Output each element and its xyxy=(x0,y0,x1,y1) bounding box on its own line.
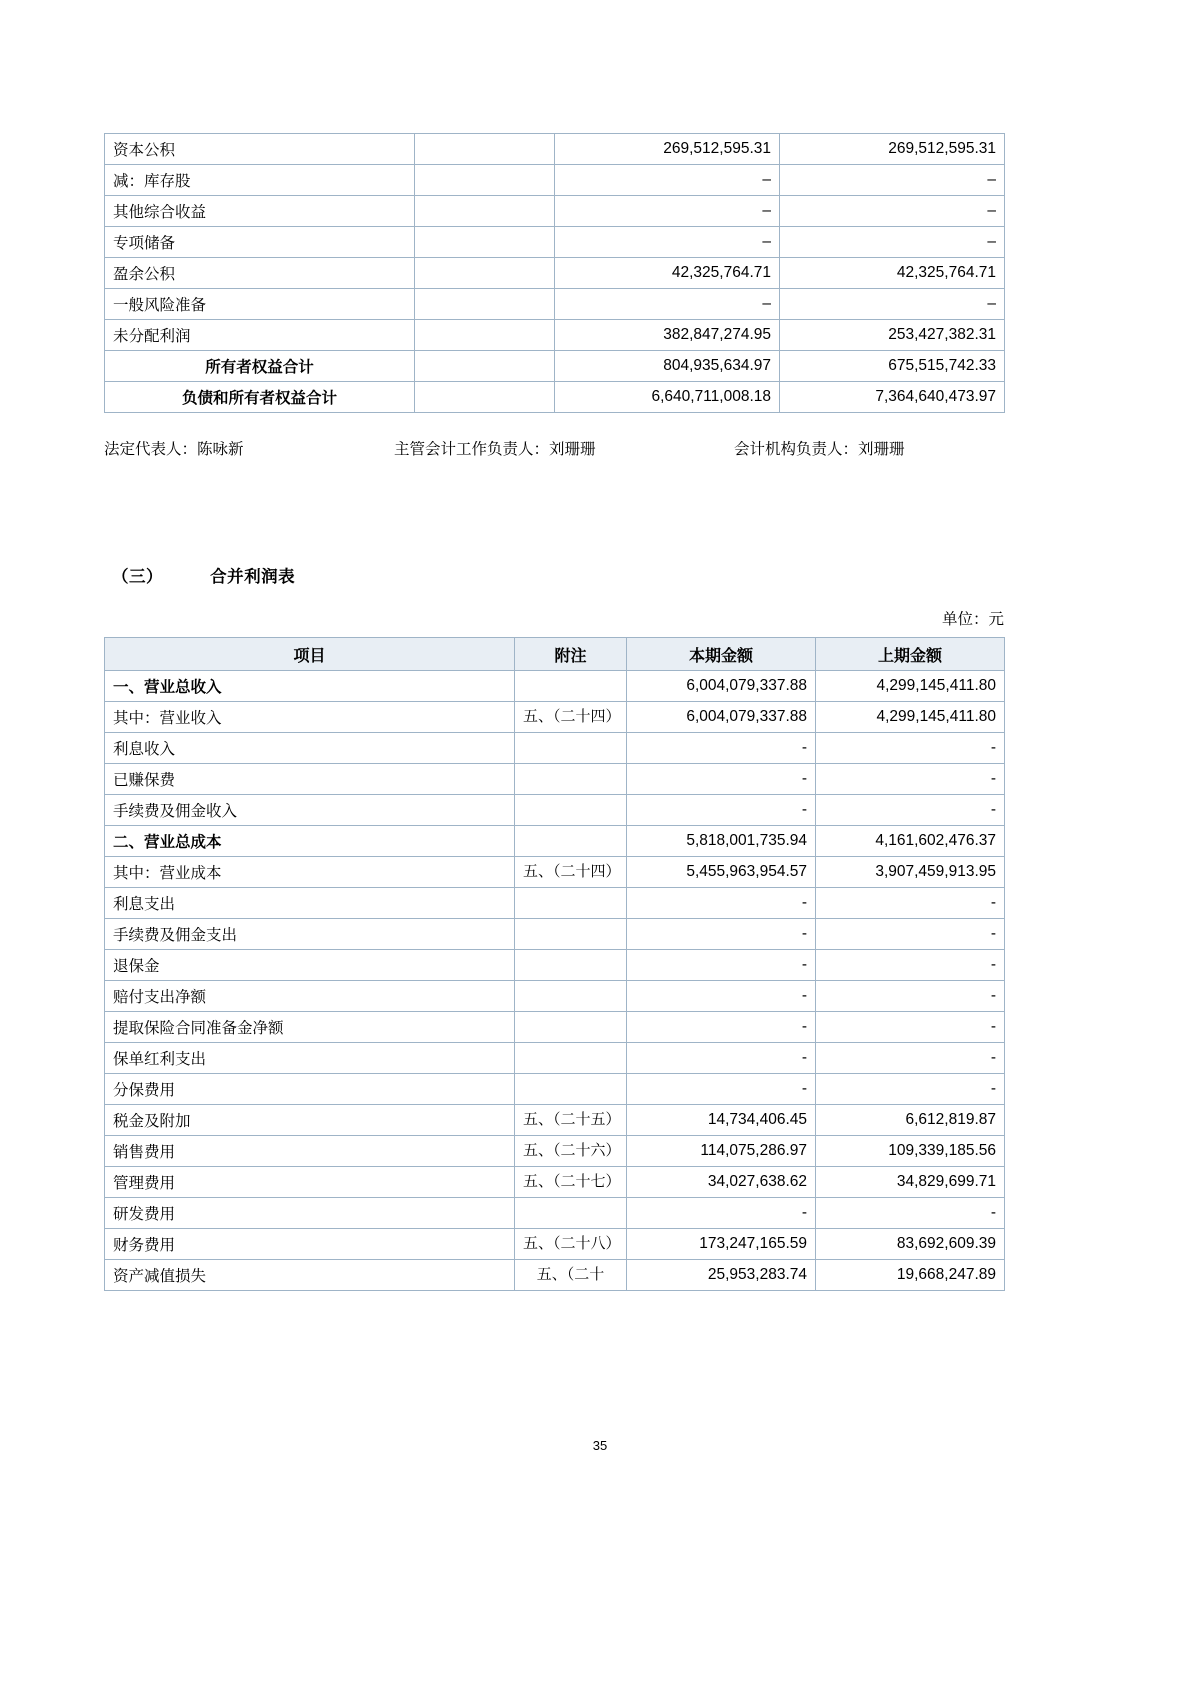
row-current-amount: 114,075,286.97 xyxy=(627,1136,816,1167)
row-item-label: 研发费用 xyxy=(105,1198,515,1229)
row-note: 五、（二十四） xyxy=(515,702,627,733)
row-previous-amount: – xyxy=(780,289,1005,320)
table-row xyxy=(105,981,1005,1012)
row-item-label: 减：库存股 xyxy=(105,165,415,196)
balance-sheet-tail-body xyxy=(105,134,1005,413)
row-previous-amount: 83,692,609.39 xyxy=(816,1229,1005,1260)
income-statement-body xyxy=(105,671,1005,1291)
row-note xyxy=(515,733,627,764)
row-note: 五、（二十八） xyxy=(515,1229,627,1260)
row-note xyxy=(415,227,555,258)
row-previous-amount: 34,829,699.71 xyxy=(816,1167,1005,1198)
unit-label: 单位：元 xyxy=(941,611,1004,628)
row-current-amount: – xyxy=(555,196,780,227)
row-previous-amount: 42,325,764.71 xyxy=(780,258,1005,289)
row-previous-amount: 253,427,382.31 xyxy=(780,320,1005,351)
table-row xyxy=(105,1167,1005,1198)
row-item-label: 资本公积 xyxy=(105,134,415,165)
row-item-label: 其中：营业成本 xyxy=(105,857,515,888)
table-row xyxy=(105,134,1005,165)
row-previous-amount: 6,612,819.87 xyxy=(816,1105,1005,1136)
row-item-label: 一般风险准备 xyxy=(105,289,415,320)
table-row xyxy=(105,1260,1005,1291)
legal-representative: 法定代表人：陈咏新 xyxy=(104,441,244,458)
row-item-label: 负债和所有者权益合计 xyxy=(105,382,415,413)
row-previous-amount: 4,299,145,411.80 xyxy=(816,671,1005,702)
row-item-label: 一、营业总收入 xyxy=(105,671,515,702)
row-current-amount: – xyxy=(555,227,780,258)
row-current-amount: - xyxy=(627,950,816,981)
table-row xyxy=(105,1012,1005,1043)
row-note xyxy=(415,165,555,196)
row-previous-amount: - xyxy=(816,888,1005,919)
row-note xyxy=(415,289,555,320)
row-previous-amount: – xyxy=(780,165,1005,196)
row-note xyxy=(515,671,627,702)
row-previous-amount: - xyxy=(816,733,1005,764)
row-current-amount: - xyxy=(627,795,816,826)
accounting-body-officer: 会计机构负责人：刘珊珊 xyxy=(734,441,905,458)
row-item-label: 税金及附加 xyxy=(105,1105,515,1136)
table-row xyxy=(105,320,1005,351)
row-note xyxy=(415,134,555,165)
row-current-amount: - xyxy=(627,1012,816,1043)
row-current-amount: 382,847,274.95 xyxy=(555,320,780,351)
balance-sheet-tail-table xyxy=(104,133,1005,413)
table-row xyxy=(105,1198,1005,1229)
table-row xyxy=(105,196,1005,227)
row-note xyxy=(415,351,555,382)
row-item-label: 管理费用 xyxy=(105,1167,515,1198)
row-note xyxy=(515,795,627,826)
row-item-label: 提取保险合同准备金净额 xyxy=(105,1012,515,1043)
row-item-label: 已赚保费 xyxy=(105,764,515,795)
row-item-label: 销售费用 xyxy=(105,1136,515,1167)
row-current-amount: 269,512,595.31 xyxy=(555,134,780,165)
table-row xyxy=(105,764,1005,795)
row-note xyxy=(515,1198,627,1229)
header-row xyxy=(105,638,1005,671)
row-item-label: 未分配利润 xyxy=(105,320,415,351)
row-current-amount: - xyxy=(627,981,816,1012)
section-number: （三） xyxy=(112,568,163,586)
row-previous-amount: - xyxy=(816,1012,1005,1043)
table-row xyxy=(105,671,1005,702)
row-note: 五、（二十七） xyxy=(515,1167,627,1198)
row-note xyxy=(515,1012,627,1043)
row-current-amount: – xyxy=(555,165,780,196)
row-previous-amount: 7,364,640,473.97 xyxy=(780,382,1005,413)
table-row xyxy=(105,258,1005,289)
row-current-amount: – xyxy=(555,289,780,320)
section-heading xyxy=(112,563,295,587)
header-item: 项目 xyxy=(105,638,515,671)
row-current-amount: - xyxy=(627,733,816,764)
row-previous-amount: - xyxy=(816,919,1005,950)
table-row xyxy=(105,733,1005,764)
row-note xyxy=(515,919,627,950)
accounting-officer: 主管会计工作负责人：刘珊珊 xyxy=(394,441,596,458)
row-item-label: 分保费用 xyxy=(105,1074,515,1105)
row-item-label: 二、营业总成本 xyxy=(105,826,515,857)
row-current-amount: 804,935,634.97 xyxy=(555,351,780,382)
row-item-label: 手续费及佣金支出 xyxy=(105,919,515,950)
row-note xyxy=(415,196,555,227)
row-current-amount: 6,004,079,337.88 xyxy=(627,702,816,733)
row-note xyxy=(415,320,555,351)
row-current-amount: 25,953,283.74 xyxy=(627,1260,816,1291)
row-previous-amount: - xyxy=(816,1198,1005,1229)
row-note: 五、（二十四） xyxy=(515,857,627,888)
page-number: 35 xyxy=(592,1438,608,1453)
signature-row xyxy=(104,437,1004,459)
table-row xyxy=(105,1229,1005,1260)
row-previous-amount: – xyxy=(780,196,1005,227)
row-current-amount: - xyxy=(627,1198,816,1229)
row-previous-amount: 4,299,145,411.80 xyxy=(816,702,1005,733)
table-row xyxy=(105,888,1005,919)
row-item-label: 专项储备 xyxy=(105,227,415,258)
row-previous-amount: - xyxy=(816,950,1005,981)
row-current-amount: 14,734,406.45 xyxy=(627,1105,816,1136)
table-row xyxy=(105,1105,1005,1136)
row-item-label: 赔付支出净额 xyxy=(105,981,515,1012)
row-note xyxy=(515,1074,627,1105)
table-row xyxy=(105,702,1005,733)
row-current-amount: 34,027,638.62 xyxy=(627,1167,816,1198)
row-current-amount: - xyxy=(627,1043,816,1074)
header-current: 本期金额 xyxy=(627,638,816,671)
row-previous-amount: 269,512,595.31 xyxy=(780,134,1005,165)
header-note: 附注 xyxy=(515,638,627,671)
table-row xyxy=(105,919,1005,950)
table-row xyxy=(105,1074,1005,1105)
table-row xyxy=(105,289,1005,320)
row-note xyxy=(415,258,555,289)
income-statement-header xyxy=(105,638,1005,671)
row-previous-amount: 4,161,602,476.37 xyxy=(816,826,1005,857)
row-note: 五、（二十六） xyxy=(515,1136,627,1167)
table-row xyxy=(105,382,1005,413)
row-previous-amount: 109,339,185.56 xyxy=(816,1136,1005,1167)
table-row xyxy=(105,795,1005,826)
row-item-label: 保单红利支出 xyxy=(105,1043,515,1074)
section-title: 合并利润表 xyxy=(210,568,296,586)
row-item-label: 盈余公积 xyxy=(105,258,415,289)
table-row xyxy=(105,826,1005,857)
row-item-label: 利息收入 xyxy=(105,733,515,764)
row-note: 五、（二十五） xyxy=(515,1105,627,1136)
row-current-amount: 6,004,079,337.88 xyxy=(627,671,816,702)
row-note xyxy=(515,950,627,981)
row-current-amount: 6,640,711,008.18 xyxy=(555,382,780,413)
row-previous-amount: 3,907,459,913.95 xyxy=(816,857,1005,888)
row-current-amount: 5,455,963,954.57 xyxy=(627,857,816,888)
row-current-amount: - xyxy=(627,888,816,919)
row-previous-amount: - xyxy=(816,981,1005,1012)
row-note xyxy=(515,1043,627,1074)
row-item-label: 财务费用 xyxy=(105,1229,515,1260)
income-statement-table xyxy=(104,637,1005,1291)
row-note xyxy=(515,888,627,919)
table-row xyxy=(105,1043,1005,1074)
table-row xyxy=(105,227,1005,258)
row-previous-amount: - xyxy=(816,1043,1005,1074)
row-current-amount: 173,247,165.59 xyxy=(627,1229,816,1260)
table-row xyxy=(105,165,1005,196)
row-current-amount: - xyxy=(627,1074,816,1105)
table-row xyxy=(105,351,1005,382)
row-previous-amount: - xyxy=(816,764,1005,795)
table-row xyxy=(105,857,1005,888)
row-item-label: 资产减值损失 xyxy=(105,1260,515,1291)
row-note xyxy=(515,764,627,795)
header-previous: 上期金额 xyxy=(816,638,1005,671)
row-note xyxy=(415,382,555,413)
row-previous-amount: 19,668,247.89 xyxy=(816,1260,1005,1291)
row-previous-amount: - xyxy=(816,1074,1005,1105)
table-row xyxy=(105,1136,1005,1167)
row-current-amount: 42,325,764.71 xyxy=(555,258,780,289)
row-note xyxy=(515,826,627,857)
row-current-amount: - xyxy=(627,764,816,795)
row-note: 五、（二十 xyxy=(515,1260,627,1291)
row-item-label: 其中：营业收入 xyxy=(105,702,515,733)
row-current-amount: 5,818,001,735.94 xyxy=(627,826,816,857)
row-current-amount: - xyxy=(627,919,816,950)
row-note xyxy=(515,981,627,1012)
row-previous-amount: 675,515,742.33 xyxy=(780,351,1005,382)
row-item-label: 其他综合收益 xyxy=(105,196,415,227)
row-previous-amount: – xyxy=(780,227,1005,258)
row-previous-amount: - xyxy=(816,795,1005,826)
table-row xyxy=(105,950,1005,981)
row-item-label: 手续费及佣金收入 xyxy=(105,795,515,826)
row-item-label: 所有者权益合计 xyxy=(105,351,415,382)
row-item-label: 利息支出 xyxy=(105,888,515,919)
row-item-label: 退保金 xyxy=(105,950,515,981)
